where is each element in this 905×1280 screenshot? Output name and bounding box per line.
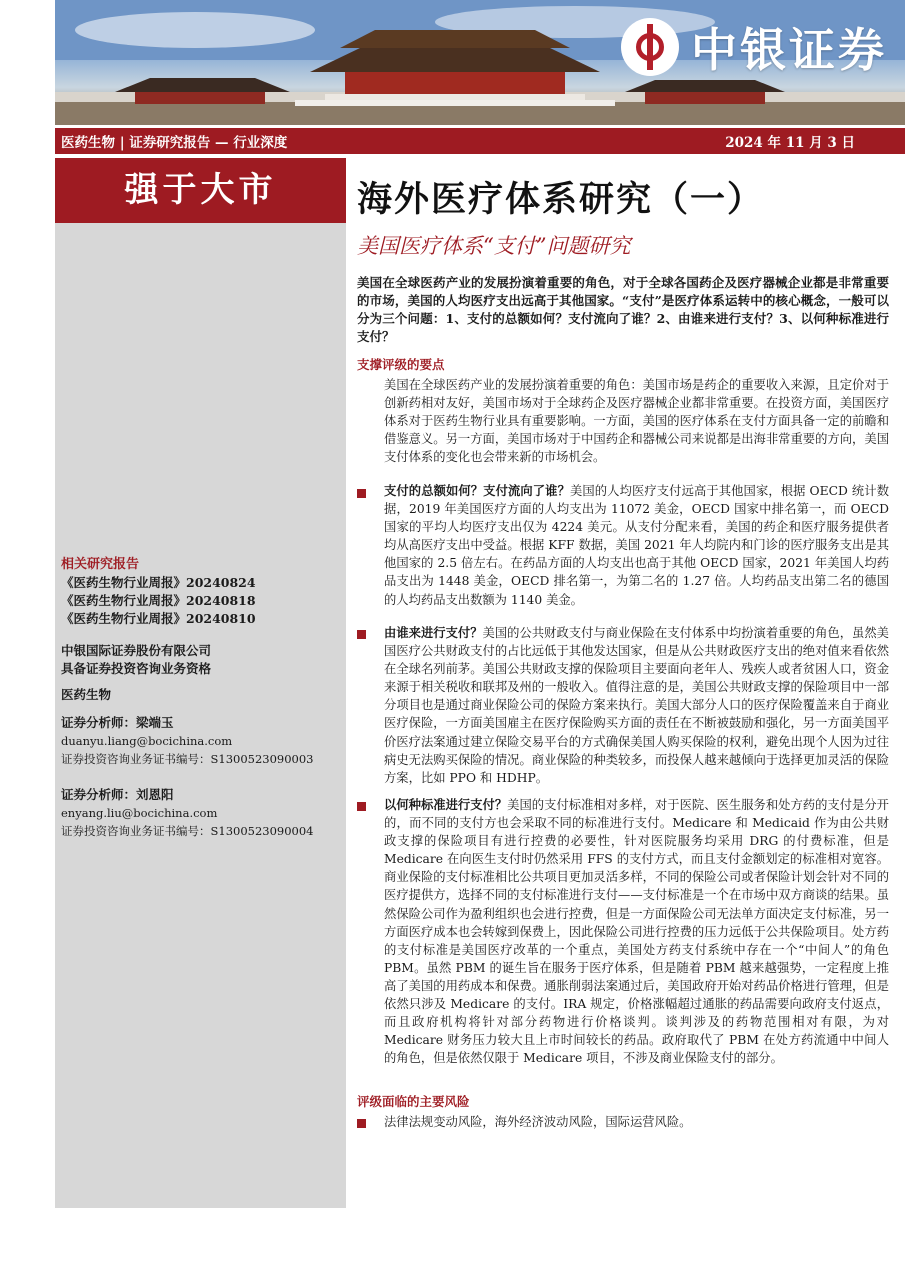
report-subtitle: 美国医疗体系“支付”问题研究 (357, 234, 631, 258)
intro-paragraph: 美国在全球医药产业的发展扮演着重要的角色：美国市场是药企的重要收入来源，且定价对于创新药相对友好，美国市场对于全球药企及医疗器械企业都非常重要。在投资方面，美国医疗体系对于医药生物行业具有重要影响。一方面，美国的医疗体系在支付方面具备一定的前瞻和借鉴意义。另一方面，美国市场对于中国药企和器械公司来说都是出海非常重要的方向，美国支付体系的变化也会带来新的市场机会。 (384, 378, 889, 465)
company-qualification: 具备证券投资咨询业务资格 (61, 661, 212, 676)
report-title: 海外医疗体系研究（一） (357, 179, 765, 220)
summary-paragraph: 美国在全球医药产业的发展扮演着重要的角色，对于全球各国药企及医疗器械企业都是非常重要的市场，美国的人均医疗支出远高于其他国家。“支付”是医疗体系运转中的核心概念，一般可以分为三个问题：1、支付的总额如何？支付流向了谁？2、由谁来进行支付？3、以何种标准进行支付？ (357, 275, 889, 344)
analyst-2 (61, 786, 314, 840)
rating-badge: 强于大市 (55, 158, 346, 223)
support-heading: 支撑评级的要点 (357, 357, 445, 372)
analyst-title: 证券分析师：梁端玉 (61, 715, 174, 730)
point-paragraph (384, 624, 889, 787)
analyst-1 (61, 714, 314, 768)
analyst-email[interactable]: duanyu.liang@bocichina.com (61, 734, 233, 748)
category-bar (55, 128, 905, 154)
brand-logo (621, 14, 887, 80)
report-category: 医药生物 | 证券研究报告 — 行业深度 (61, 135, 288, 151)
related-report-item[interactable]: 《医药生物行业周报》20240810 (61, 611, 256, 626)
point-paragraph (384, 482, 889, 609)
company-name: 中银国际证券股份有限公司 (61, 643, 212, 658)
bullet-icon (357, 802, 366, 811)
analyst-email[interactable]: enyang.liu@bocichina.com (61, 806, 218, 820)
analyst-cert: 证券投资咨询业务证书编号：S1300523090003 (61, 752, 314, 766)
related-reports (61, 556, 256, 628)
point-lead: 以何种标准进行支付？ (384, 797, 508, 812)
related-report-item[interactable]: 《医药生物行业周报》20240818 (61, 593, 256, 608)
point-text: 美国的公共财政支付与商业保险在支付体系中均扮演着重要的角色，虽然美国医疗公共财政支付的占比远低于其他发达国家，但是从公共财政医疗支出的绝对值来看依然在全球名列前茅。美国公共财政支撑的保险项目主要面向老年人、残疾人或者贫困人口，资金来源于相关税收和联邦及州的一般收入。值得注意的是，美国公共财政支撑的保险项目中一部分项目也是通过商业保险公司的保险方案来执行。美国大部分人口的医疗保险覆盖来自于商业医疗保险，一方面美国雇主在医疗保险购买方面的责任在不断被鼓励和强化，另一方面美国平价医疗法案通过建立保险交易平台的方式确保美国人购买保险的权利，避免出现个人因为过往病史无法购买保险的情况。商业保险的种类较多，而投保人越来越倾向于选择更加灵活的保险方案，比如 PPO 和 HDHP。 (384, 626, 889, 785)
bullet-icon (357, 1119, 366, 1128)
sector-name: 医药生物 (61, 687, 112, 702)
risk-heading: 评级面临的主要风险 (357, 1094, 470, 1109)
header-banner (55, 0, 905, 125)
related-reports-title: 相关研究报告 (61, 557, 140, 572)
brand-name: 中银证券 (691, 23, 887, 77)
bullet-icon (357, 489, 366, 498)
analyst-cert: 证券投资咨询业务证书编号：S1300523090004 (61, 824, 314, 838)
point-lead: 支付的总额如何？支付流向了谁？ (384, 483, 570, 498)
analyst-title: 证券分析师：刘恩阳 (61, 787, 174, 802)
report-date: 2024 年 11 月 3 日 (725, 135, 855, 151)
risk-text: 法律法规变动风险，海外经济波动风险，国际运营风险。 (384, 1115, 692, 1129)
sidebar (55, 158, 346, 1208)
sector-label (61, 686, 111, 704)
point-paragraph (384, 796, 889, 1067)
company-info (61, 642, 211, 678)
point-lead: 由谁来进行支付？ (384, 625, 483, 640)
bullet-icon (357, 630, 366, 639)
boc-logo-icon (621, 18, 679, 76)
point-text: 美国的人均医疗支付远高于其他国家，根据 OECD 统计数据，2019 年美国医疗方面的人均支出为 11072 美金，OECD 国家中排名第一，而 OECD 国家的平均人均医疗支出仅为 4224 美元。从支付分配来看，美国的药企和医疗服务提供者均从高医疗支出中受益。根据 KFF 数据，美国 2021 年人均院内和门诊的医疗服务支出是其他国家的 2.5 倍左右。在药品方面的人均支出也高于其他 OECD 国家，2021 年美国人均药品支出为 1448 美金，OECD 排名第一，为第二名的 1.27 倍。人均药品支出第二名的德国的人均药品支出数额为 1140 美金。 (384, 484, 889, 607)
related-report-item[interactable]: 《医药生物行业周报》20240824 (61, 575, 256, 590)
point-text: 美国的支付标准相对多样，对于医院、医生服务和处方药的支付是分开的，而不同的支付方也会采取不同的标准进行支付。Medicare 和 Medicaid 作为由公共财政支撑的保险项目有进行控费的必要性，针对医院服务均采用 DRG 的付费标准，但是 Medicare 在向医生支付时仍然采用 FFS 的支付方式，而且支付金额划定的标准相对宽容。商业保险的支付标准相比公共项目更加灵活多样，不同的保险公司或者保险计划会针对不同的医疗提供方，选择不同的支付标准进行支付——支付标准是一个在市场中双方商谈的结果。虽然保险公司作为盈利组织也会进行控费，但是一方面保险公司无法单方面决定支付标准，另一方面医疗成本也会转嫁到保费上，因此保险公司进行控费的压力远低于公共保险项目。处方药的支付标准是美国医疗改革的一个重点，美国处方药支付系统中存在一个“中间人”的角色 PBM。虽然 PBM 的诞生旨在服务于医疗体系，但是随着 PBM 越来越强势，一定程度上推高了美国的用药成本和保费。通胀削弱法案通过后，美国政府开始对药品价格进行管理，但是依然只涉及 Medicare 的支付。IRA 规定，价格涨幅超过通胀的药品需要向政府支付返点，而且政府机构将针对部分药物进行价格谈判。谈判涉及的药物范围相对有限，为对 Medicare 财务压力较大且上市时间较长的药品。政府取代了 PBM 在处方药流通中中间人的角色，但是依然仅限于 Medicare 项目，不涉及商业保险支付的部分。 (384, 798, 889, 1066)
